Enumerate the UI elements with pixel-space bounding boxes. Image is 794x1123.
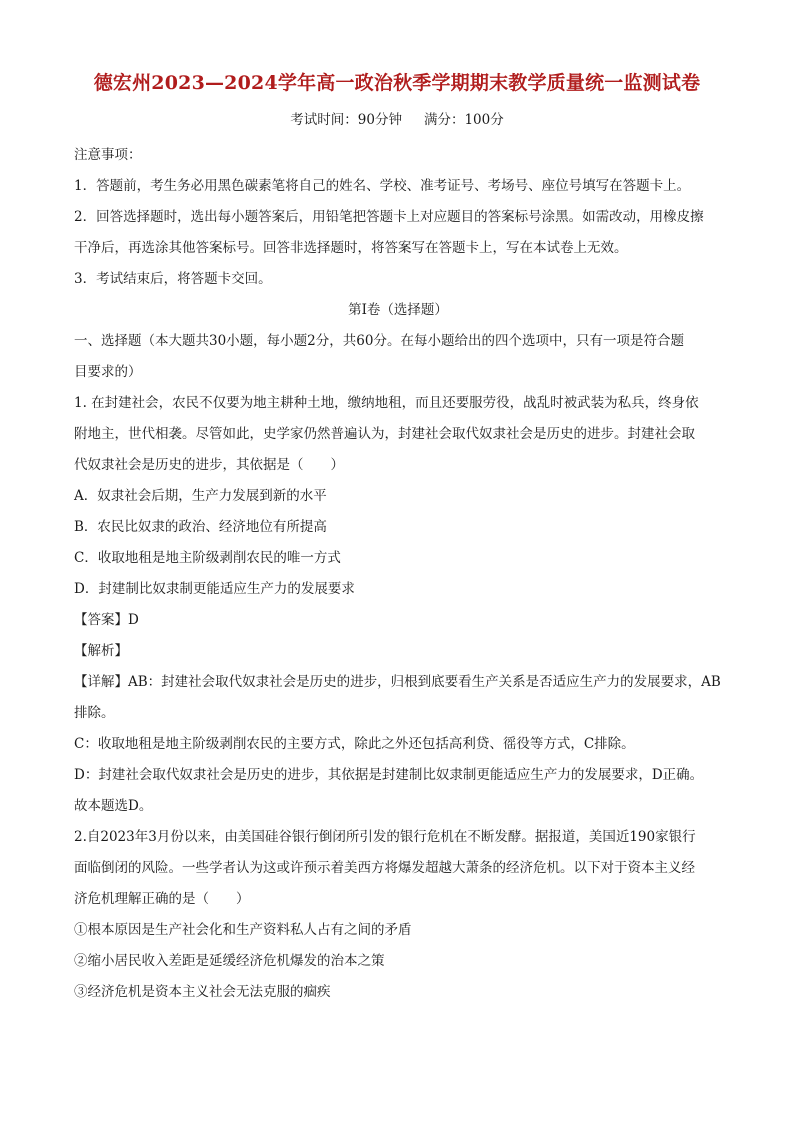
section-title: 第Ⅰ卷（选择题） [348, 302, 448, 318]
question-2-item: ③经济危机是资本主义社会无法克服的痼疾 [74, 984, 331, 1000]
question-2-stem: 面临倒闭的风险。一些学者认为这或许预示着美西方将爆发超越大萧条的经济危机。以下对于资本主义经 [74, 860, 695, 876]
detail-line: 排除。 [74, 705, 115, 721]
detail-line: D：封建社会取代奴隶社会是历史的进步，其依据是封建制比奴隶制更能适应生产力的发展要求，D正确。 [74, 767, 704, 783]
full-score: 满分：100分 [423, 112, 504, 128]
detail-text: AB：封建社会取代奴隶社会是历史的进步，归根到底要看生产关系是否适应生产力的发展要求，AB [128, 674, 721, 690]
question-1-stem: 代奴隶社会是历史的进步，其依据是（ ） [74, 457, 344, 473]
document-body [74, 140, 722, 1008]
note-item: 1．答题前，考生务必用黑色碳素笔将自己的姓名、学校、准考证号、考场号、座位号填写在答题卡上。 [74, 178, 691, 194]
detail-tag: 【详解】 [74, 674, 128, 690]
question-2-item: ①根本原因是生产社会化和生产资料私人占有之间的矛盾 [74, 922, 412, 938]
answer-tag: 【答案】 [74, 612, 128, 628]
notes-heading: 注意事项： [74, 147, 142, 163]
detail-line: C：收取地租是地主阶级剥削农民的主要方式，除此之外还包括高利贷、徭役等方式，C排除。 [74, 736, 635, 752]
section-intro: 一、选择题（本大题共30小题，每小题2分，共60分。在每小题给出的四个选项中，只有一项是符合题 [74, 333, 684, 349]
option-d: D．封建制比奴隶制更能适应生产力的发展要求 [74, 581, 355, 597]
question-1-stem: 1. 在封建社会，农民不仅要为地主耕种土地，缴纳地租，而且还要服劳役，战乱时被武装为私兵，终身依 [74, 395, 699, 411]
detail-line [74, 667, 722, 698]
exam-time: 考试时间：90分钟 [290, 112, 402, 128]
question-1-stem: 附地主，世代相袭。尽管如此，史学家仍然普遍认为，封建社会取代奴隶社会是历史的进步。封建社会取 [74, 426, 695, 442]
exam-info [0, 108, 794, 128]
option-a: A．奴隶社会后期，生产力发展到新的水平 [74, 488, 327, 504]
option-b: B．农民比奴隶的政治、经济地位有所提高 [74, 519, 327, 535]
answer-line [74, 605, 722, 636]
section-intro: 目要求的） [74, 364, 142, 380]
answer-value: D [128, 612, 139, 628]
page-title: 德宏州2023—2024学年高一政治秋季学期期末教学质量统一监测试卷 [93, 72, 701, 94]
note-item: 2．回答选择题时，选出每小题答案后，用铅笔把答题卡上对应题目的答案标号涂黑。如需改动，用橡皮擦 [74, 209, 704, 225]
question-2-item: ②缩小居民收入差距是延缓经济危机爆发的治本之策 [74, 953, 385, 969]
note-item: 干净后，再选涂其他答案标号。回答非选择题时，将答案写在答题卡上，写在本试卷上无效。 [74, 240, 628, 256]
analysis-tag: 【解析】 [74, 643, 128, 659]
option-c: C．收取地租是地主阶级剥削农民的唯一方式 [74, 550, 341, 566]
question-2-stem: 2.自2023年3月份以来，由美国硅谷银行倒闭所引发的银行危机在不断发酵。据报道，美国近190家银行 [74, 829, 696, 845]
note-item: 3．考试结束后，将答题卡交回。 [74, 271, 272, 287]
detail-line: 故本题选D。 [74, 798, 153, 814]
question-2-stem: 济危机理解正确的是（ ） [74, 891, 250, 907]
